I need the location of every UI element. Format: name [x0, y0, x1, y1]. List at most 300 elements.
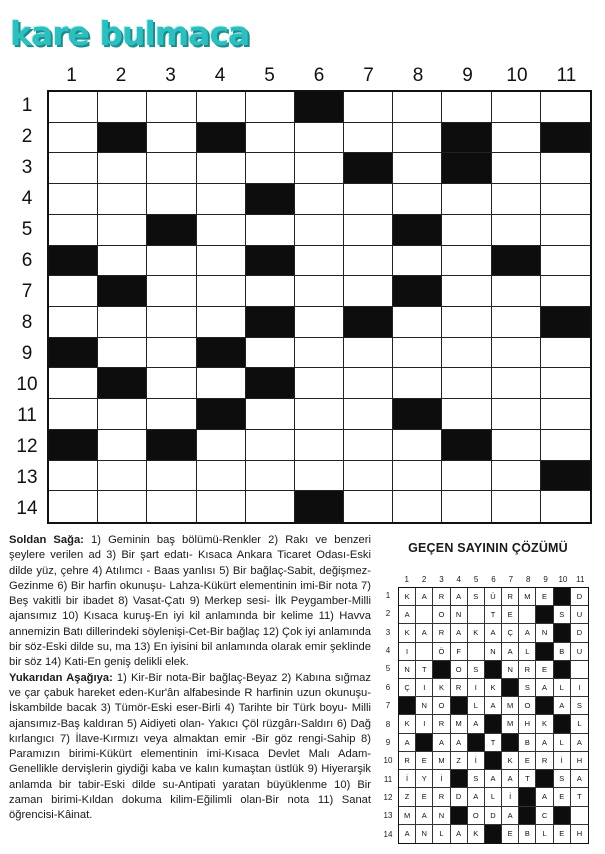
answer-cell[interactable] — [98, 491, 147, 522]
answer-cell[interactable] — [98, 307, 147, 338]
answer-cell[interactable] — [147, 184, 196, 215]
solution-letter-cell: L — [554, 734, 571, 752]
solution-letter-cell: A — [571, 734, 588, 752]
answer-cell[interactable] — [344, 430, 393, 461]
answer-cell[interactable] — [49, 123, 98, 154]
answer-cell[interactable] — [147, 338, 196, 369]
solution-black-cell — [485, 661, 502, 679]
answer-cell[interactable] — [49, 399, 98, 430]
solution-letter-cell: Ç — [502, 624, 519, 642]
answer-cell[interactable] — [393, 307, 442, 338]
row-number: 6 — [21, 250, 33, 271]
solution-letter-cell — [571, 807, 588, 825]
black-cell — [147, 215, 196, 246]
answer-cell[interactable] — [295, 123, 344, 154]
solution-letter-cell: H — [571, 752, 588, 770]
answer-cell[interactable] — [492, 368, 541, 399]
answer-cell[interactable] — [393, 92, 442, 123]
solution-letter-cell: A — [519, 624, 536, 642]
black-cell — [541, 461, 590, 492]
solution-letter-cell: K — [399, 624, 416, 642]
column-number: 10 — [506, 65, 528, 86]
solution-black-cell — [416, 734, 433, 752]
solution-row-number: 4 — [385, 646, 391, 656]
solution-row-number: 11 — [383, 774, 393, 784]
answer-cell[interactable] — [541, 338, 590, 369]
answer-cell[interactable] — [295, 276, 344, 307]
solution-row-number: 2 — [385, 609, 391, 619]
answer-cell[interactable] — [147, 123, 196, 154]
answer-cell[interactable] — [541, 276, 590, 307]
answer-cell[interactable] — [147, 246, 196, 277]
answer-cell[interactable] — [344, 399, 393, 430]
solution-letter-cell: H — [519, 715, 536, 733]
solution-letter-cell: R — [433, 788, 450, 806]
solution-row-number: 6 — [385, 682, 391, 692]
solution-letter-cell: D — [571, 624, 588, 642]
solution-letter-cell: K — [502, 752, 519, 770]
solution-black-cell — [451, 697, 468, 715]
solution-letter-cell: L — [485, 788, 502, 806]
solution-letter-cell: H — [571, 825, 588, 843]
solution-row-number: 8 — [385, 719, 391, 729]
solution-column-number: 9 — [543, 575, 548, 584]
answer-cell[interactable] — [344, 184, 393, 215]
answer-cell[interactable] — [295, 338, 344, 369]
answer-cell[interactable] — [98, 430, 147, 461]
answer-cell[interactable] — [393, 461, 442, 492]
answer-cell[interactable] — [49, 276, 98, 307]
row-number: 12 — [16, 436, 38, 457]
answer-cell[interactable] — [197, 461, 246, 492]
solution-letter-cell: Ö — [433, 643, 450, 661]
answer-cell[interactable] — [442, 92, 491, 123]
answer-cell[interactable] — [442, 184, 491, 215]
solution-letter-cell — [519, 606, 536, 624]
answer-cell[interactable] — [344, 276, 393, 307]
solution-letter-cell: A — [502, 807, 519, 825]
solution-black-cell — [502, 734, 519, 752]
answer-cell[interactable] — [442, 461, 491, 492]
answer-cell[interactable] — [442, 368, 491, 399]
solution-letter-cell — [468, 643, 485, 661]
answer-cell[interactable] — [492, 276, 541, 307]
answer-cell[interactable] — [295, 153, 344, 184]
answer-cell[interactable] — [393, 338, 442, 369]
solution-letter-cell: M — [502, 715, 519, 733]
solution-letter-cell: K — [468, 825, 485, 843]
answer-cell[interactable] — [393, 123, 442, 154]
answer-cell[interactable] — [49, 491, 98, 522]
answer-cell[interactable] — [246, 491, 295, 522]
solution-letter-cell: R — [451, 679, 468, 697]
black-cell — [246, 246, 295, 277]
black-cell — [344, 153, 393, 184]
solution-letter-cell: N — [502, 661, 519, 679]
answer-cell[interactable] — [492, 153, 541, 184]
row-number: 9 — [21, 343, 33, 364]
solution-letter-cell: E — [554, 825, 571, 843]
answer-cell[interactable] — [246, 123, 295, 154]
answer-cell[interactable] — [541, 430, 590, 461]
solution-letter-cell: A — [399, 825, 416, 843]
answer-cell[interactable] — [541, 491, 590, 522]
solution-letter-cell: O — [519, 697, 536, 715]
clues-text — [9, 533, 371, 824]
black-cell — [98, 368, 147, 399]
answer-cell[interactable] — [98, 338, 147, 369]
column-number: 8 — [412, 65, 424, 86]
crossword-grid — [47, 90, 592, 524]
solution-letter-cell: M — [433, 752, 450, 770]
answer-cell[interactable] — [541, 92, 590, 123]
black-cell — [49, 246, 98, 277]
answer-cell[interactable] — [246, 461, 295, 492]
row-number: 7 — [21, 281, 33, 302]
row-number: 2 — [21, 126, 33, 147]
solution-letter-cell: E — [502, 825, 519, 843]
solution-letter-cell: S — [554, 770, 571, 788]
solution-row-number: 3 — [385, 627, 391, 637]
answer-cell[interactable] — [492, 491, 541, 522]
solution-letter-cell: T — [416, 661, 433, 679]
answer-cell[interactable] — [197, 491, 246, 522]
solution-letter-cell — [571, 661, 588, 679]
solution-column-number: 8 — [525, 575, 531, 584]
answer-cell[interactable] — [98, 215, 147, 246]
solution-black-cell — [399, 697, 416, 715]
solution-letter-cell: K — [485, 679, 502, 697]
solution-column-number: 10 — [558, 575, 568, 584]
answer-cell[interactable] — [492, 307, 541, 338]
solution-letter-cell: L — [536, 825, 553, 843]
answer-cell[interactable] — [541, 368, 590, 399]
solution-column-number: 3 — [439, 575, 444, 584]
solution-black-cell — [468, 734, 485, 752]
solution-black-cell — [536, 606, 553, 624]
answer-cell[interactable] — [344, 461, 393, 492]
answer-cell[interactable] — [98, 92, 147, 123]
answer-cell[interactable] — [393, 153, 442, 184]
answer-cell[interactable] — [197, 246, 246, 277]
answer-cell[interactable] — [541, 399, 590, 430]
answer-cell[interactable] — [541, 184, 590, 215]
answer-cell[interactable] — [98, 399, 147, 430]
answer-cell[interactable] — [492, 92, 541, 123]
answer-cell[interactable] — [49, 307, 98, 338]
solution-black-cell — [451, 770, 468, 788]
solution-letter-cell: K — [468, 624, 485, 642]
solution-letter-cell: A — [571, 770, 588, 788]
black-cell — [295, 491, 344, 522]
answer-cell[interactable] — [197, 368, 246, 399]
column-number: 1 — [66, 65, 77, 86]
answer-cell[interactable] — [197, 307, 246, 338]
solution-black-cell — [519, 807, 536, 825]
answer-cell[interactable] — [295, 307, 344, 338]
answer-cell[interactable] — [147, 307, 196, 338]
solution-letter-cell: İ — [399, 770, 416, 788]
solution-letter-cell: İ — [554, 752, 571, 770]
answer-cell[interactable] — [246, 153, 295, 184]
answer-cell[interactable] — [295, 461, 344, 492]
solution-letter-cell: A — [451, 588, 468, 606]
solution-letter-cell: N — [416, 697, 433, 715]
solution-letter-cell: L — [519, 643, 536, 661]
solution-letter-cell: U — [571, 643, 588, 661]
answer-cell[interactable] — [442, 215, 491, 246]
solution-letter-cell: U — [571, 606, 588, 624]
solution-letter-cell: M — [502, 697, 519, 715]
solution-letter-cell: A — [468, 788, 485, 806]
down-label: Yukarıdan Aşağıya: — [9, 671, 113, 684]
solution-letter-cell: B — [519, 734, 536, 752]
answer-cell[interactable] — [197, 92, 246, 123]
solution-letter-cell: A — [536, 679, 553, 697]
answer-cell[interactable] — [492, 399, 541, 430]
solution-letter-cell: L — [468, 697, 485, 715]
solution-column-number: 1 — [404, 575, 409, 584]
solution-letter-cell: K — [399, 715, 416, 733]
answer-cell[interactable] — [147, 92, 196, 123]
column-number: 5 — [264, 65, 275, 86]
answer-cell[interactable] — [49, 92, 98, 123]
black-cell — [246, 368, 295, 399]
solution-letter-cell: L — [554, 679, 571, 697]
answer-cell[interactable] — [344, 123, 393, 154]
answer-cell[interactable] — [492, 338, 541, 369]
solution-letter-cell: R — [502, 588, 519, 606]
answer-cell[interactable] — [442, 399, 491, 430]
answer-cell[interactable] — [393, 491, 442, 522]
answer-cell[interactable] — [98, 184, 147, 215]
solution-letter-cell: T — [485, 606, 502, 624]
answer-cell[interactable] — [344, 246, 393, 277]
solution-letter-cell: S — [571, 697, 588, 715]
solution-letter-cell: A — [468, 715, 485, 733]
column-number: 7 — [363, 65, 374, 86]
column-number: 4 — [214, 65, 226, 86]
answer-cell[interactable] — [246, 399, 295, 430]
solution-row-number: 5 — [385, 664, 391, 674]
answer-cell[interactable] — [147, 491, 196, 522]
answer-cell[interactable] — [295, 215, 344, 246]
solution-letter-cell: B — [554, 643, 571, 661]
answer-cell[interactable] — [442, 338, 491, 369]
answer-cell[interactable] — [344, 491, 393, 522]
answer-cell[interactable] — [393, 430, 442, 461]
row-number: 4 — [21, 188, 33, 209]
answer-cell[interactable] — [344, 215, 393, 246]
solution-letter-cell: S — [519, 679, 536, 697]
column-number: 2 — [115, 65, 127, 86]
answer-cell[interactable] — [295, 368, 344, 399]
answer-cell[interactable] — [541, 246, 590, 277]
answer-cell[interactable] — [442, 307, 491, 338]
answer-cell[interactable] — [492, 461, 541, 492]
across-label: Soldan Sağa: — [9, 534, 84, 546]
row-number: 14 — [16, 498, 38, 519]
solution-letter-cell: I — [416, 715, 433, 733]
solution-grid — [398, 587, 589, 844]
answer-cell[interactable] — [98, 153, 147, 184]
solution-letter-cell: E — [536, 661, 553, 679]
solution-black-cell — [536, 697, 553, 715]
solution-letter-cell: O — [451, 661, 468, 679]
answer-cell[interactable] — [442, 246, 491, 277]
solution-letter-cell: İ — [433, 770, 450, 788]
answer-cell[interactable] — [147, 461, 196, 492]
solution-letter-cell — [468, 606, 485, 624]
black-cell — [147, 430, 196, 461]
answer-cell[interactable] — [393, 184, 442, 215]
solution-letter-cell: İ — [468, 752, 485, 770]
answer-cell[interactable] — [344, 338, 393, 369]
solution-black-cell — [554, 624, 571, 642]
black-cell — [344, 307, 393, 338]
black-cell — [197, 123, 246, 154]
solution-column-number: 7 — [508, 575, 514, 584]
row-number: 8 — [21, 312, 33, 333]
answer-cell[interactable] — [197, 276, 246, 307]
answer-cell[interactable] — [246, 430, 295, 461]
solution-letter-cell: Ç — [399, 679, 416, 697]
black-cell — [98, 276, 147, 307]
black-cell — [393, 399, 442, 430]
solution-letter-cell: K — [399, 588, 416, 606]
solution-black-cell — [502, 679, 519, 697]
solution-letter-cell: I — [416, 679, 433, 697]
answer-cell[interactable] — [541, 215, 590, 246]
solution-row-number: 1 — [385, 591, 391, 600]
answer-cell[interactable] — [49, 368, 98, 399]
solution-row-number: 7 — [385, 701, 391, 711]
solution-column-number: 2 — [421, 575, 427, 584]
row-number: 13 — [16, 467, 38, 488]
answer-cell[interactable] — [197, 430, 246, 461]
answer-cell[interactable] — [344, 368, 393, 399]
answer-cell[interactable] — [98, 246, 147, 277]
black-cell — [442, 153, 491, 184]
solution-letter-cell — [416, 606, 433, 624]
down-clues: 1) Kir-Bir nota-Bir bağlaç-Beyaz 2) Kabına sığmaz ve çar çabuk hareket eden-Kur'ân alfabesinde R harfinin uzun okunuşu-İskambilde bacak 3) Tümör-Eski eser-Birli 4) Tarihte bir Türk boyu- Milli ajansımız-Baş kaldıran 5) Aidiyeti olan- Yakıcı Çöl rüzgârı-Saldırı 6) Dağ kırlangıcı 7) İlave-Kırmızı veya almaktan emir -Bir göz rengi-Sahip 8) Paramızın birimi-Kükürt elementinin imi-Kısaca Devlet Malı Adam-Genellikle dervişlerin giydiği kaba ve kalın kumaştan üstlük 9) Hiyerarşik anlamda bir tabir-Eski dilde su-Antipati yaratan büyüklenme 10) Bir zaman birimi-Kıldan dokuma kilim-Eğilimli olan-Bir nota 11) Sanat öğrencisi-Kâinat. — [9, 671, 371, 822]
answer-cell[interactable] — [147, 276, 196, 307]
solution-letter-cell: Z — [451, 752, 468, 770]
across-clues: 1) Geminin baş bölümü-Renkler 2) Rakı ve benzeri şeylere verilen ad 3) Bir şart edatı- Kısaca Ankara Ticaret Odası-Eski dilde yüz, çehre 4) Atılımcı - Baas yanlısı 5) Bir bağlaç-Sabit, değişmez-Gezinme 6) Bir harfin okunuşu- Lahza-Kükürt elementinin imi-Bir nota 7) Beş vakitli bir ibadet 8) Vasat-Çatı 9) Merkep sesi- İlk Peygamber-Milli ajansımız 10) Kısaca kuruş-En iyi kil anlamında bir kelime 11) Havva annemizin Batı dillerindeki söylenişi-Cet-Bir bağlaç 12) Çok iyi anlamında bir söz-Eski dilde su, ma 13) En iyisini bil anlamında olarak emir şeklinde bir söz 14) Kati-En geniş delikli elek. — [9, 534, 371, 669]
solution-black-cell — [536, 643, 553, 661]
solution-letter-cell: R — [399, 752, 416, 770]
answer-cell[interactable] — [295, 184, 344, 215]
answer-cell[interactable] — [393, 246, 442, 277]
solution-letter-cell: L — [571, 715, 588, 733]
solution-letter-cell: R — [519, 661, 536, 679]
answer-cell[interactable] — [147, 399, 196, 430]
puzzle-title: kare bulmaca — [10, 14, 250, 53]
solution-letter-cell: A — [485, 770, 502, 788]
solution-letter-cell: K — [433, 679, 450, 697]
solution-title: GEÇEN SAYININ ÇÖZÜMÜ — [408, 541, 568, 555]
solution-letter-cell: A — [416, 624, 433, 642]
black-cell — [492, 246, 541, 277]
solution-letter-cell: N — [433, 807, 450, 825]
answer-cell[interactable] — [49, 184, 98, 215]
solution-letter-cell: S — [468, 770, 485, 788]
column-number: 11 — [556, 65, 577, 86]
solution-letter-cell: B — [519, 825, 536, 843]
solution-letter-cell: S — [468, 661, 485, 679]
solution-letter-cell: R — [433, 588, 450, 606]
solution-black-cell — [519, 788, 536, 806]
solution-letter-cell: S — [554, 606, 571, 624]
answer-cell[interactable] — [442, 276, 491, 307]
answer-cell[interactable] — [197, 153, 246, 184]
answer-cell[interactable] — [295, 430, 344, 461]
answer-cell[interactable] — [295, 246, 344, 277]
answer-cell[interactable] — [492, 123, 541, 154]
answer-cell[interactable] — [246, 276, 295, 307]
answer-cell[interactable] — [492, 215, 541, 246]
answer-cell[interactable] — [197, 215, 246, 246]
answer-cell[interactable] — [295, 399, 344, 430]
answer-cell[interactable] — [442, 491, 491, 522]
solution-letter-cell: A — [554, 697, 571, 715]
answer-cell[interactable] — [492, 184, 541, 215]
solution-letter-cell: Z — [399, 788, 416, 806]
column-number: 3 — [165, 65, 176, 86]
answer-cell[interactable] — [49, 153, 98, 184]
solution-black-cell — [536, 770, 553, 788]
answer-cell[interactable] — [147, 368, 196, 399]
solution-letter-cell: T — [519, 770, 536, 788]
solution-column-number: 11 — [576, 575, 585, 584]
answer-cell[interactable] — [246, 338, 295, 369]
answer-cell[interactable] — [492, 430, 541, 461]
answer-cell[interactable] — [393, 368, 442, 399]
solution-letter-cell: O — [433, 606, 450, 624]
solution-letter-cell: R — [536, 752, 553, 770]
solution-letter-cell: E — [502, 606, 519, 624]
solution-black-cell — [451, 807, 468, 825]
column-number: 9 — [462, 65, 473, 86]
black-cell — [98, 123, 147, 154]
solution-row-number: 9 — [385, 737, 391, 747]
solution-letter-cell: L — [433, 825, 450, 843]
answer-cell[interactable] — [98, 461, 147, 492]
answer-cell[interactable] — [147, 153, 196, 184]
answer-cell[interactable] — [246, 92, 295, 123]
solution-black-cell — [554, 661, 571, 679]
answer-cell[interactable] — [49, 461, 98, 492]
answer-cell[interactable] — [246, 215, 295, 246]
solution-black-cell — [485, 825, 502, 843]
solution-letter-cell: E — [519, 752, 536, 770]
black-cell — [442, 123, 491, 154]
solution-letter-cell: E — [554, 788, 571, 806]
answer-cell[interactable] — [344, 92, 393, 123]
solution-letter-cell: M — [519, 588, 536, 606]
solution-letter-cell: S — [468, 588, 485, 606]
row-number: 11 — [17, 405, 37, 426]
black-cell — [295, 92, 344, 123]
answer-cell[interactable] — [197, 184, 246, 215]
answer-cell[interactable] — [49, 215, 98, 246]
solution-letter-cell: A — [399, 606, 416, 624]
black-cell — [393, 276, 442, 307]
solution-black-cell — [554, 588, 571, 606]
solution-row-number: 14 — [383, 829, 393, 839]
answer-cell[interactable] — [541, 153, 590, 184]
solution-black-cell — [485, 752, 502, 770]
